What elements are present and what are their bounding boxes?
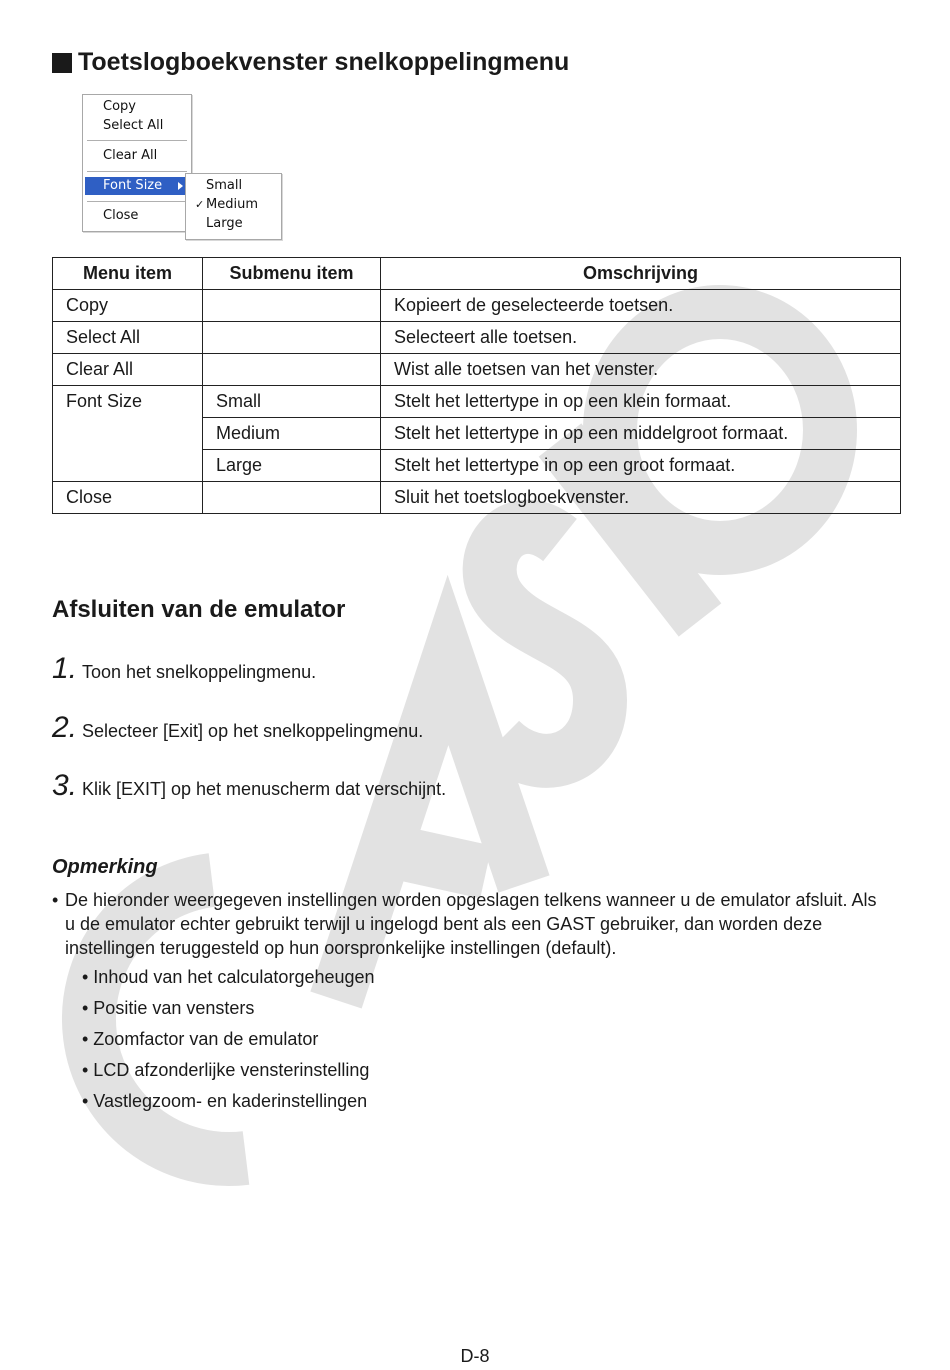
menu-item-clear-all[interactable]: Clear All: [103, 148, 158, 163]
table-header: Omschrijving: [381, 258, 901, 290]
table-cell: Select All: [53, 322, 203, 354]
step-number: 2.: [52, 711, 78, 744]
table-cell: Close: [53, 482, 203, 514]
table-row: [53, 418, 901, 450]
table-cell: [203, 322, 381, 354]
section-title-text: Toetslogboekvenster snelkoppelingmenu: [78, 48, 570, 76]
table-cell: Medium: [203, 418, 381, 450]
note-text: De hieronder weergegeven instellingen worden opgeslagen telkens wanneer u de emulator afsluit. Als u de emulator echter gebruikt terwijl u ingelogd bent als een GAST gebruiker, dan worden deze instellingen teruggesteld op hun oorspronkelijke instellingen (default).: [65, 890, 877, 958]
menu-table: [52, 257, 901, 514]
step-number: 1.: [52, 652, 78, 685]
note-list-item: • Zoomfactor van de emulator: [82, 1029, 319, 1049]
table-row: [53, 290, 901, 322]
note-list-item: • Inhoud van het calculatorgeheugen: [82, 967, 375, 987]
bullet: •: [52, 890, 59, 910]
menu-item-close[interactable]: Close: [103, 208, 139, 223]
section-title: [52, 48, 569, 77]
menu-separator: [87, 171, 187, 172]
table-cell: Small: [203, 386, 381, 418]
submenu-item-small[interactable]: Small: [206, 178, 243, 193]
menu-separator: [87, 140, 187, 141]
table-header: Menu item: [53, 258, 203, 290]
page-number: D-8: [460, 1346, 490, 1366]
submenu-item-medium-label: Medium: [206, 197, 258, 212]
menu-item-font-size[interactable]: [85, 177, 187, 195]
table-cell: Selecteert alle toetsen.: [381, 322, 901, 354]
step-3: [52, 769, 446, 803]
table-cell: Wist alle toetsen van het venster.: [381, 354, 901, 386]
menu-separator: [87, 201, 187, 202]
step-number: 3.: [52, 769, 78, 802]
table-cell: Font Size: [53, 386, 203, 418]
table-cell: [53, 450, 203, 482]
table-cell: Large: [203, 450, 381, 482]
table-cell: Clear All: [53, 354, 203, 386]
table-cell: [203, 482, 381, 514]
table-cell: Stelt het lettertype in op een middelgroot formaat.: [381, 418, 901, 450]
table-row: [53, 354, 901, 386]
step-text: Klik [EXIT] op het menuscherm dat verschijnt.: [82, 779, 447, 799]
table-row: [53, 482, 901, 514]
table-cell: Stelt het lettertype in op een klein formaat.: [381, 386, 901, 418]
font-size-submenu: [185, 173, 282, 240]
menu-item-select-all[interactable]: Select All: [103, 118, 164, 133]
table-header: Submenu item: [203, 258, 381, 290]
step-1: [52, 652, 316, 686]
table-cell: Kopieert de geselecteerde toetsen.: [381, 290, 901, 322]
table-row: [53, 322, 901, 354]
note-title: Opmerking: [52, 856, 158, 878]
table-row: [53, 386, 901, 418]
table-cell: Sluit het toetslogboekvenster.: [381, 482, 901, 514]
table-row: [53, 450, 901, 482]
submenu-arrow-icon: [178, 182, 183, 190]
checkmark-icon: ✓: [195, 198, 205, 211]
submenu-item-large[interactable]: Large: [206, 216, 243, 231]
note-paragraph: [52, 888, 885, 960]
step-2: [52, 711, 423, 745]
menu-item-copy[interactable]: Copy: [103, 99, 136, 114]
step-text: Toon het snelkoppelingmenu.: [82, 662, 317, 682]
note-list-item: • Positie van vensters: [82, 998, 255, 1018]
table-cell: Stelt het lettertype in op een groot formaat.: [381, 450, 901, 482]
menu-item-font-size-label: Font Size: [103, 178, 163, 193]
step-text: Selecteer [Exit] op het snelkoppelingmenu.: [82, 721, 424, 741]
exit-section-title: Afsluiten van de emulator: [52, 596, 346, 623]
note-list-item: • Vastlegzoom- en kaderinstellingen: [82, 1091, 368, 1111]
table-header-row: [53, 258, 901, 290]
table-cell: Copy: [53, 290, 203, 322]
table-cell: [53, 418, 203, 450]
submenu-item-medium[interactable]: [188, 196, 278, 214]
context-menu: [82, 94, 192, 232]
table-cell: [203, 354, 381, 386]
square-bullet-icon: [52, 53, 72, 73]
note-list-item: • LCD afzonderlijke vensterinstelling: [82, 1060, 370, 1080]
table-cell: [203, 290, 381, 322]
